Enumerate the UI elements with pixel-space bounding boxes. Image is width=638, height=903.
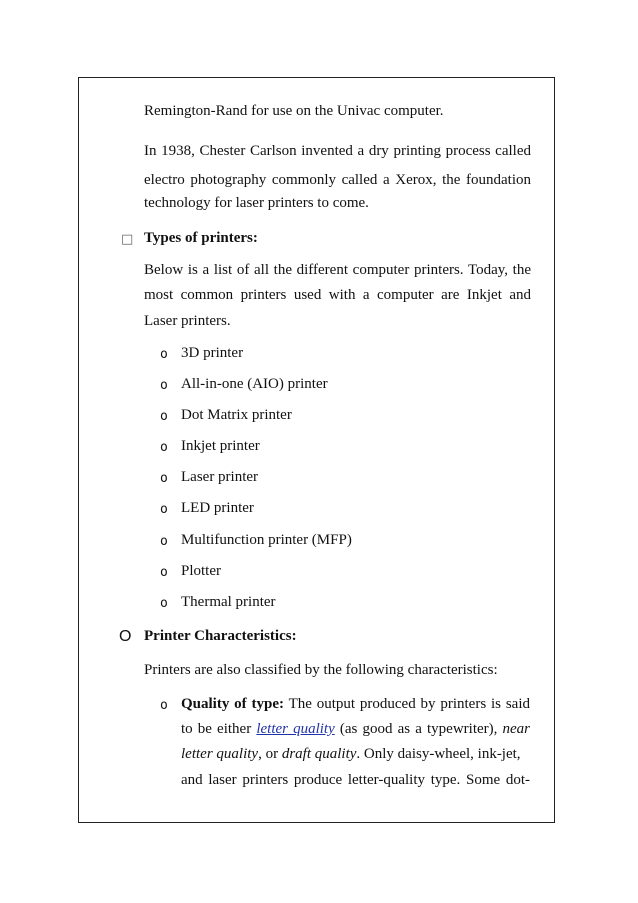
square-bullet-icon: □ (121, 232, 134, 247)
list-item: Laser printer (181, 469, 259, 485)
quality-line3-italic2: draft quality (281, 746, 357, 762)
list-bullet: o (160, 409, 168, 424)
list-item: Inkjet printer (181, 438, 260, 454)
list-bullet: o (160, 471, 168, 486)
quality-line1-rest: The output produced by printers is said (288, 696, 530, 712)
circle-bullet: O (119, 628, 132, 645)
list-item: Plotter (181, 563, 221, 579)
list-item: All-in-one (AIO) printer (181, 376, 328, 392)
list-item: Thermal printer (181, 594, 276, 610)
quality-line-2 (181, 721, 530, 738)
history-line-1: In 1938, Chester Carlson invented a dry printing process called (144, 143, 531, 159)
list-bullet: o (160, 347, 168, 362)
quality-line3-italic1: letter quality (181, 746, 259, 762)
quality-line-3 (181, 746, 530, 763)
history-line-3: technology for laser printers to come. (144, 195, 369, 211)
types-intro-line-2: most common printers used with a computer are Inkjet and (144, 287, 531, 303)
characteristics-heading: Printer Characteristics: (144, 628, 297, 644)
letter-quality-link[interactable]: letter quality (256, 721, 335, 737)
quality-line-1 (181, 696, 530, 713)
list-bullet: o (160, 378, 168, 393)
types-intro-line-3: Laser printers. (144, 313, 231, 329)
quality-line2-italic: near (502, 721, 531, 737)
list-item: Multifunction printer (MFP) (181, 532, 352, 548)
characteristics-intro: Printers are also classified by the following characteristics: (144, 662, 498, 678)
history-line-2: electro photography commonly called a Xerox, the foundation (144, 172, 531, 188)
list-item: 3D printer (181, 345, 244, 361)
list-bullet: o (160, 565, 168, 580)
list-bullet: o (160, 440, 168, 455)
types-intro-line-1: Below is a list of all the different computer printers. Today, the (144, 262, 531, 278)
quality-line-4: and laser printers produce letter-quality type. Some dot- (181, 772, 530, 788)
list-bullet: o (160, 534, 168, 549)
quality-line2-mid: (as good as a typewriter), (339, 721, 498, 737)
list-bullet: o (160, 502, 168, 517)
list-item: Dot Matrix printer (181, 407, 292, 423)
list-bullet: o (160, 698, 168, 713)
list-bullet: o (160, 596, 168, 611)
quality-line3-mid: , or (258, 746, 279, 762)
intro-line: Remington-Rand for use on the Univac computer. (144, 103, 444, 119)
types-heading: Types of printers: (144, 230, 258, 246)
list-item: LED printer (181, 500, 254, 516)
quality-line3-rest: . Only daisy-wheel, ink-jet, (356, 746, 521, 762)
quality-term: Quality of type: (181, 696, 284, 712)
quality-line2-pre: to be either (181, 721, 252, 737)
